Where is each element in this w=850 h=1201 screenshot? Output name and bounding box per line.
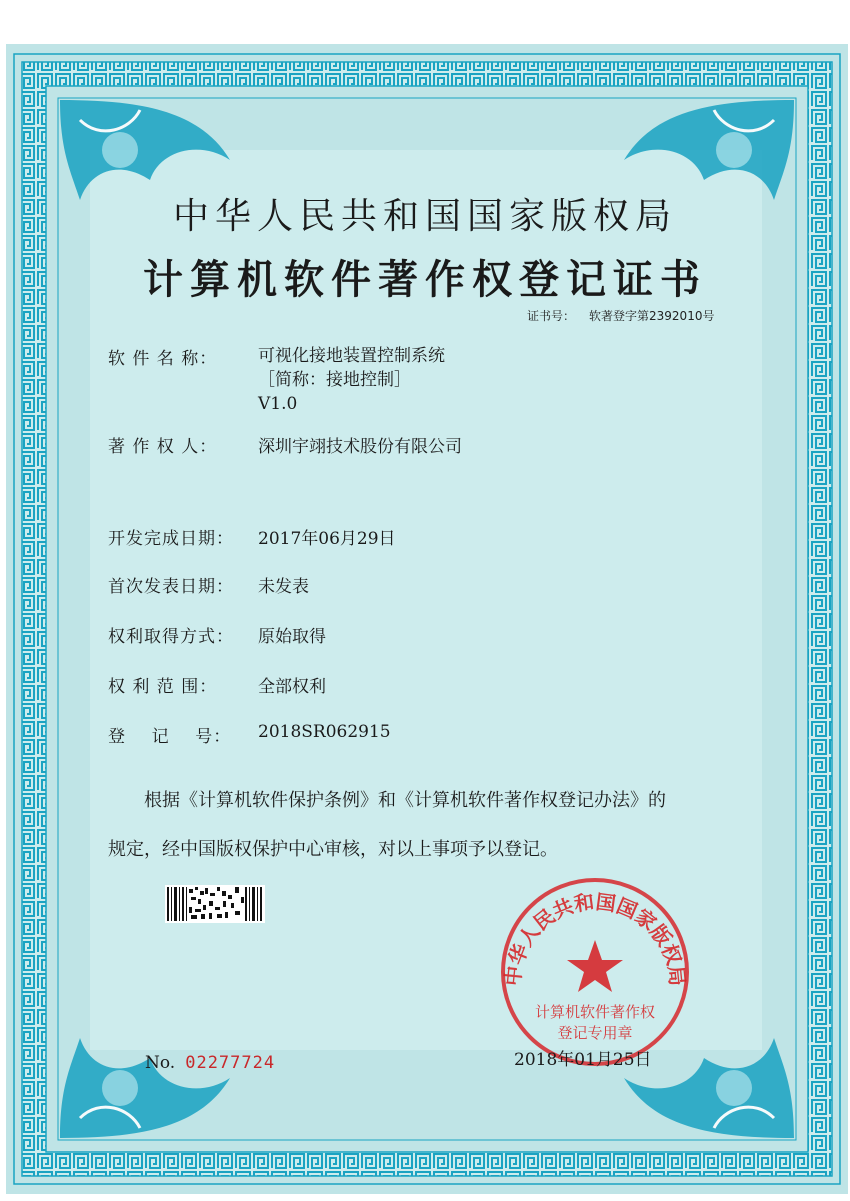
field-first-publish-date [108, 572, 309, 597]
corner-ornament-top-left [60, 100, 230, 200]
field-value: 全部权利 [258, 677, 326, 697]
field-software-name [108, 344, 445, 416]
field-value [258, 344, 445, 416]
certificate-number [527, 307, 714, 324]
qr-barcode [165, 885, 265, 923]
software-version-line: V1.0 [258, 394, 298, 414]
software-abbr-line: ［简称：接地控制］ [258, 370, 411, 390]
field-value: 2018SR062915 [258, 722, 391, 742]
field-label: 权 利 范 围： [108, 677, 218, 697]
field-label: 著 作 权 人： [108, 437, 218, 457]
seal-inner-line-1: 计算机软件著作权 [534, 1003, 656, 1021]
field-label: 登 记 号： [108, 727, 232, 747]
field-value: 深圳宇翊技术股份有限公司 [258, 437, 462, 457]
certificate-number-label: 证书号： [527, 309, 576, 323]
field-label: 软 件 名 称： [108, 349, 218, 369]
field-label: 开发完成日期： [108, 529, 234, 549]
issue-date: 2018年01月25日 [514, 1050, 652, 1070]
field-copyright-owner [108, 432, 462, 457]
field-label: 首次发表日期： [108, 577, 234, 597]
statement-line-2: 规定，经中国版权保护中心审核，对以上事项予以登记。 [108, 839, 558, 860]
field-registration-no [108, 722, 391, 747]
certificate-number-value: 软著登字第2392010号 [589, 309, 715, 323]
official-seal [490, 872, 700, 1072]
serial-number [145, 1053, 275, 1073]
seal-inner-line-2: 登记专用章 [557, 1024, 633, 1042]
field-value: 未发表 [258, 577, 309, 597]
field-rights-scope [108, 672, 326, 697]
software-name-line: 可视化接地装置控制系统 [258, 346, 445, 366]
issuer-title: 中华人民共和国国家版权局 [172, 196, 677, 237]
field-value: 2017年06月29日 [258, 529, 396, 549]
corner-ornament-top-right [624, 100, 794, 200]
serial-label: No. [145, 1053, 176, 1073]
field-value: 原始取得 [258, 627, 326, 647]
serial-value: 02277724 [185, 1053, 276, 1073]
field-label: 权利取得方式： [108, 627, 234, 647]
certificate-title: 计算机软件著作权登记证书 [143, 257, 707, 303]
seal-outer-text: 中华人民共和国国家版权局 [500, 889, 690, 987]
statement-line-1: 根据《计算机软件保护条例》和《计算机软件著作权登记办法》的 [144, 790, 666, 811]
field-acquisition-method [108, 622, 326, 647]
field-dev-complete-date [108, 524, 396, 549]
